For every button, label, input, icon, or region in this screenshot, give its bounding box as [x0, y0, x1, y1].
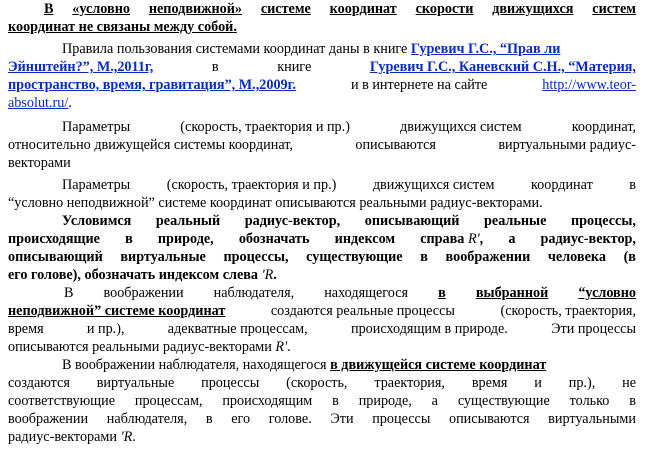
p6-word: существующие: [457, 393, 550, 409]
p5-emphasis: выбранной: [475, 285, 549, 301]
p6-word: процессы: [201, 375, 260, 391]
heading-word: координат: [329, 1, 397, 17]
p2-line-3: векторами: [8, 155, 71, 171]
heading-word: неподвижной»: [148, 1, 242, 17]
p6-word: природе,: [358, 393, 412, 409]
p6-word: (скорость,: [286, 375, 348, 391]
p6-word: виртуальные: [96, 375, 175, 391]
p6-word: процессы: [372, 411, 431, 427]
p6-word: Эти: [330, 411, 354, 427]
p4-text: его голове), обозначать индексом слева: [8, 267, 259, 283]
p4-word: радиус-вектор,: [540, 231, 636, 247]
p4-word: воображении: [445, 249, 531, 265]
book-link-gurevich-kanevsky-2009-cont[interactable]: пространство, время, гравитация”, М.,2009г.: [8, 77, 297, 93]
p1-text: Правила пользования системами координат даны в книге: [62, 41, 408, 57]
p5-segment: адекватные процессам,: [167, 321, 308, 337]
p5-line-3: [8, 320, 636, 338]
radius-vector-virtual-symbol: 'R: [120, 429, 133, 445]
p5-period: .: [287, 339, 291, 355]
p1-line-2: [8, 58, 636, 76]
p2-segment: описываются: [355, 137, 436, 153]
p6-word: его: [231, 411, 251, 427]
p6-word: пр.),: [568, 375, 596, 391]
p5-segment: и пр.),: [86, 321, 125, 337]
p4-word: процессы,: [223, 249, 289, 265]
p6-word: воображении: [8, 411, 89, 427]
p4-word: индексом: [334, 231, 396, 247]
p3-segment: Параметры: [62, 177, 131, 193]
p4-word: процессы,: [570, 213, 636, 229]
p2-segment: Параметры: [62, 119, 131, 135]
p5-word: В: [64, 285, 74, 301]
p6-word: только: [569, 393, 610, 409]
p6-word: описываются: [449, 411, 530, 427]
heading-line-1: [8, 0, 636, 18]
p3-segment: (скорость, траектория и пр.): [166, 177, 337, 193]
site-url-link-cont[interactable]: absolut.ru/: [8, 95, 69, 111]
p5-emphasis: в: [438, 285, 446, 301]
p6-word: в: [332, 393, 339, 409]
p2-segment: движущихся систем: [400, 119, 522, 135]
p1-line-3: [8, 76, 636, 94]
p4-word: реальные: [484, 213, 547, 229]
heading-word: движущихся: [492, 1, 574, 17]
p6-word: процессам,: [134, 393, 203, 409]
site-url-link[interactable]: http://www.teor-: [542, 77, 636, 93]
p4-word: описывающий: [364, 213, 460, 229]
p6-word: наблюдателя,: [106, 411, 188, 427]
p2-segment: виртуальными радиус-: [498, 137, 636, 153]
p3-line-2: “условно неподвижной” системе координат описываются реальными радиус-векторами.: [8, 195, 543, 211]
p1-word: книге: [277, 59, 312, 75]
p6-word: в: [205, 411, 213, 427]
p1-line-1: [8, 40, 659, 58]
p3-line-1: [8, 176, 636, 194]
p4-line-4: [8, 266, 636, 284]
p4-word: описывающий: [8, 249, 103, 265]
p4-word: Условимся: [62, 213, 132, 229]
p6-line-2: [8, 374, 636, 392]
p6-word: не: [622, 375, 636, 391]
heading-word: В: [44, 1, 54, 17]
p6-word: виртуальными: [548, 411, 636, 427]
p6-line-4: [8, 410, 636, 428]
p6-word: траектория,: [374, 375, 445, 391]
p2-segment: координат,: [571, 119, 636, 135]
p5-word: наблюдателя,: [213, 285, 295, 301]
p5-line-2: [8, 302, 636, 320]
p5-segment: (скорость, траектория,: [500, 303, 636, 319]
p3-segment: в: [629, 177, 636, 193]
heading-line-2: координат не связаны между собой.: [8, 19, 237, 35]
p6-line-1: [8, 356, 659, 374]
p2-line-1: [8, 118, 636, 136]
p4-word: (в: [623, 249, 636, 265]
p5-segment: происходящим в природе.: [350, 321, 508, 337]
p6-line-3: [8, 392, 636, 410]
p3-segment: движущихся систем: [372, 177, 495, 193]
p4-word: человека: [547, 249, 606, 265]
p6-word: создаются: [8, 375, 70, 391]
p4-word: виртуальные: [120, 249, 206, 265]
p1-word: в: [211, 59, 219, 75]
heading-word: скорости: [415, 1, 474, 17]
p6-word: в: [629, 393, 636, 409]
p5-segment: время: [8, 321, 44, 337]
p5-segment: создаются реальные процессы: [270, 303, 455, 319]
p6-period: .: [132, 429, 136, 445]
p4-line-2: [8, 230, 636, 248]
p4-word: реальный: [155, 213, 221, 229]
p5-word: находящегося: [324, 285, 409, 301]
p4-word: существующие: [306, 249, 403, 265]
p6-word: время: [471, 375, 508, 391]
p6-word: а: [431, 393, 438, 409]
p4-word: природе,: [157, 231, 214, 247]
p5-segment: Эти процессы: [551, 321, 636, 337]
p4-word: в: [420, 249, 428, 265]
book-link-gurevich-2011[interactable]: Гуревич Г.С., “Прав ли: [410, 41, 561, 57]
p5-emphasis: “условно: [578, 285, 636, 301]
book-link-gurevich-kanevsky-2009[interactable]: Гуревич Г.С., Каневский С.Н., “Материя,: [369, 59, 636, 75]
radius-vector-real-symbol: R': [275, 339, 288, 355]
p1-period: .: [68, 95, 72, 111]
p2-segment: (скорость, траектория и пр.): [180, 119, 350, 135]
p5-line-4: [8, 338, 636, 356]
p6-text: В воображении наблюдателя, находящегося: [62, 357, 327, 373]
p5-emphasis: неподвижной” системе координат: [8, 303, 226, 319]
heading-word: «условно: [72, 1, 130, 17]
p4-word: радиус-вектор,: [244, 213, 341, 229]
p5-word: воображении: [103, 285, 184, 301]
p4-word: происходящие: [8, 231, 100, 247]
p4-word-with-symbol: справа R',: [420, 231, 484, 247]
p4-word: обозначать: [238, 231, 310, 247]
p2-segment: относительно движущейся системы координат,: [8, 137, 293, 153]
heading-word: системе: [260, 1, 311, 17]
p6-text: радиус-векторами: [8, 429, 118, 445]
p6-word: происходящим: [222, 393, 313, 409]
p2-line-2: [8, 136, 636, 154]
p4-word: а: [508, 231, 516, 247]
p4-period: .: [273, 267, 277, 283]
book-link-gurevich-2011-cont[interactable]: Эйнштейн?”, М.,2011г,: [8, 59, 154, 75]
p1-line-4: [8, 94, 636, 112]
p5-text: описываются реальными радиус-векторами: [8, 339, 272, 355]
p6-emphasis: в движущейся системе координат: [330, 357, 547, 373]
p3-segment: координат: [530, 177, 593, 193]
p4-word: в: [125, 231, 133, 247]
radius-vector-virtual-symbol: 'R: [261, 267, 274, 283]
p6-word: голове.: [268, 411, 312, 427]
p6-word: соответствующие: [8, 393, 116, 409]
p6-word: и: [534, 375, 542, 391]
heading-word: систем: [592, 1, 636, 17]
p1-text: и в интернете на сайте: [350, 77, 488, 93]
p5-line-1: [8, 284, 636, 302]
radius-vector-real-symbol: R': [467, 231, 480, 247]
p6-line-5: [8, 428, 636, 446]
p4-line-1: [8, 212, 636, 230]
p4-line-3: [8, 248, 636, 266]
